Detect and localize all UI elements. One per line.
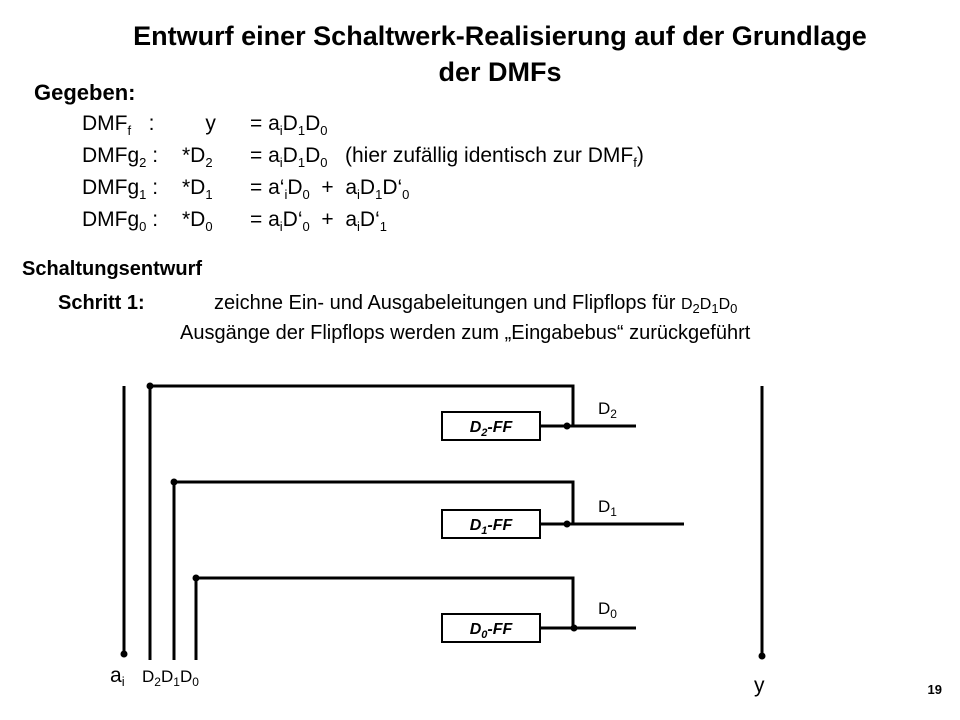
given-label: Gegeben: bbox=[34, 80, 136, 105]
svg-text:D2-FF: $D_2-FF$ bbox=[469, 419, 513, 439]
svg-text:D0-FF: $D_0-FF$ bbox=[469, 621, 513, 641]
equation-name: DMFg$_2$ : bbox=[82, 144, 159, 171]
d2-output-label: $D_2$ bbox=[598, 399, 617, 421]
ai-terminal-dot bbox=[121, 651, 128, 658]
y-output-label: y bbox=[754, 674, 765, 697]
d0-feedback-line bbox=[196, 578, 636, 628]
equation-name: $DMF_f$ : bbox=[82, 112, 155, 139]
d0-output-dot bbox=[571, 625, 578, 632]
y-terminal-dot bbox=[759, 653, 766, 660]
d0-junction-dot bbox=[193, 575, 200, 582]
equation-rhs: = $a_iD_1D_0$ (hier zufällig identisch zur $DMF_f$) bbox=[250, 144, 644, 171]
d1-junction-dot bbox=[171, 479, 178, 486]
d2-junction-dot bbox=[147, 383, 154, 390]
equation-lhs: $*D_1$ bbox=[182, 176, 213, 203]
ai-bus-label: ai bbox=[110, 664, 125, 689]
step-label: Schritt 1: bbox=[58, 292, 145, 314]
d0-flipflop bbox=[442, 614, 540, 642]
step-text-2: Ausgänge der Flipflops werden zum „Eingabebus“ zurückgeführt bbox=[180, 322, 751, 344]
d1-flipflop bbox=[442, 510, 540, 538]
title-line-1: Entwurf einer Schaltwerk-Realisierung auf der Grundlage bbox=[133, 21, 867, 51]
d2-feedback-line bbox=[150, 386, 636, 426]
equation-name: DMFg$_1$ : bbox=[82, 176, 159, 203]
d2-output-dot bbox=[564, 423, 571, 430]
equation-rhs: = $a_iD_1D_0$ bbox=[250, 112, 328, 139]
equation-lhs: $*D_0$ bbox=[182, 208, 213, 235]
equation-rhs: = $a‘_iD_0$ + $a_iD_1D‘_0$ bbox=[250, 176, 410, 203]
equation-lhs: $*D_2$ bbox=[182, 144, 213, 171]
equation-rhs: = $a_iD‘_0$ + $a_iD‘_1$ bbox=[250, 208, 387, 235]
d1-output-label: $D_1$ bbox=[598, 497, 617, 519]
step-text-1: zeichne Ein- und Ausgabeleitungen und Flipflops für $D_2D_1D_0$ bbox=[214, 292, 738, 317]
page-number: 19 bbox=[927, 682, 942, 697]
equation-lhs: y bbox=[182, 112, 216, 135]
svg-text:D1-FF: $D_1-FF$ bbox=[469, 517, 513, 537]
d0-output-label: $D_0$ bbox=[598, 599, 617, 621]
title-line-2: der DMFs bbox=[438, 57, 562, 87]
d1-output-dot bbox=[564, 521, 571, 528]
d-bus-label: $D_2D_1D_0$ bbox=[142, 667, 199, 689]
d2-flipflop bbox=[442, 412, 540, 440]
equation-name: DMFg$_0$ : bbox=[82, 208, 159, 235]
section-heading: Schaltungsentwurf bbox=[22, 258, 203, 280]
